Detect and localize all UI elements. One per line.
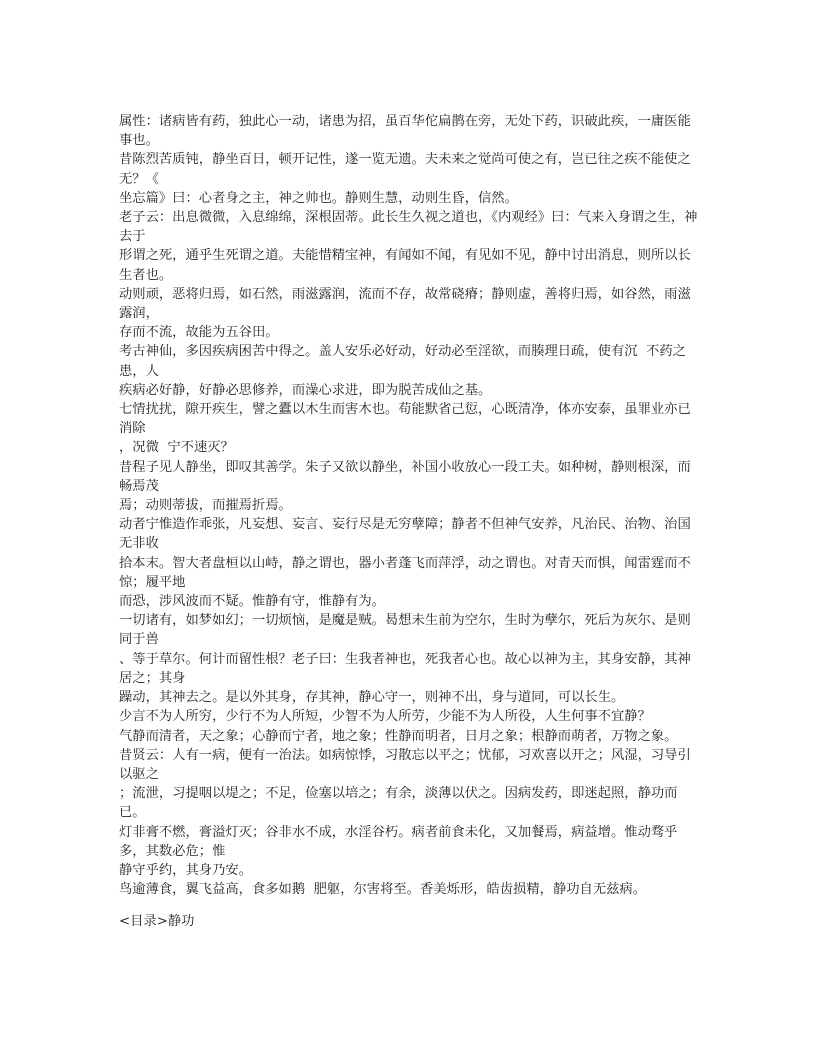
text-line: 昔陈烈苦质钝，静坐百日，顿开记性，遂一览无遗。夫未来之觉尚可使之有，岂已往之疾不能使之无？《 (119, 152, 691, 187)
text-line: 疾病必好静，好静必思修养，而澡心求进，即为脱苦成仙之基。 (119, 382, 492, 398)
text-line: 静守乎约，其身乃安。 (119, 862, 252, 878)
text-line: 鸟逾薄食，翼飞益高，食多如鹅 肥躯，尔害将至。香美烁形，皓齿损精，静功自无兹病。 (119, 882, 647, 898)
text-line: ，况微 宁不速灭？ (119, 440, 234, 456)
text-line: ；流泄，习提咽以堤之；不足，俭塞以培之；有余，淡薄以伏之。因病发药，即迷起照，静功而已。 (119, 786, 678, 821)
text-line: 存而不流，故能为五谷田。 (119, 325, 279, 341)
text-line: 少言不为人所穷，少行不为人所短，少智不为人所劳，少能不为人所役，人生何事不宜静？ (119, 709, 651, 725)
text-line: 形谓之死，通乎生死谓之道。夫能惜精宝神，有闻如不闻，有见如不见，静中讨出消息，则所以长生者也。 (119, 248, 691, 283)
text-line: 属性：诸病皆有药，独此心一动，诸患为招，虽百华佗扁鹊在旁，无处下药，识破此疾，一庸医能事也。 (119, 114, 691, 149)
text-line: 拾本末。智大者盘桓以山峙，静之谓也，器小者蓬飞而萍浮，动之谓也。对青天而惧，闻雷霆而不惊；履平地 (119, 555, 691, 590)
text-line: 老子云：出息微微，入息绵绵，深根固蒂。此长生久视之道也，《内观经》曰：气来入身谓之生，神去于 (119, 210, 698, 245)
text-line: 、等于草尔。何计而留性根？老子曰：生我者神也，死我者心也。故心以神为主，其身安静，其神居之；其身 (119, 651, 691, 686)
text-line: 气静而清者，天之象；心静而宁者，地之象；性静而明者，日月之象；根静而萌者，万物之象。 (119, 728, 678, 744)
text-line: 动者宁惟造作乖张，凡妄想、妄言、妄行尽是无穷孽障；静者不但神气安养，凡治民、治物、治国无非收 (119, 517, 691, 552)
text-line: 灯非膏不燃，膏溢灯灭；谷非水不成，水淫谷朽。病者前食未化，又加餐焉，病益增。惟动骛乎多，其数必危；惟 (119, 824, 678, 859)
table-of-contents-link[interactable]: <目录>静功 (119, 914, 195, 929)
text-line: 昔程子见人静坐，即叹其善学。朱子又欲以静坐，补国小收放心一段工夫。如种树，静则根深，而畅焉茂 (119, 459, 691, 494)
text-line: 躁动，其神去之。是以外其身，存其神，静心守一，则神不出，身与道同，可以长生。 (119, 690, 625, 706)
text-line: 动则顽，恶将归焉，如石然，雨滋露润，流而不存，故常硗瘠；静则虚，善将归焉，如谷然，雨滋露润， (119, 286, 691, 322)
text-line: 焉；动则蒂拔，而摧焉折焉。 (119, 498, 292, 514)
text-line: 一切诸有，如梦如幻；一切烦恼，是魔是贼。曷想未生前为空尔，生时为孽尔，死后为灰尔、是则同于兽 (119, 613, 691, 648)
text-line: 考古神仙，多因疾病困苦中得之。盖人安乐必好动，好动必至淫欲，而腠理日疏，使有沉 不药之患，人 (119, 344, 686, 379)
text-line: 七情扰扰，隙开疾生，譬之蠹以木生而害木也。苟能默省己愆，心既清净，体亦安泰，虽罪业亦已消除 (119, 402, 691, 437)
body-text (119, 112, 701, 899)
text-line: 而恐，涉风波而不疑。惟静有守，惟静有为。 (119, 594, 385, 610)
text-line: 坐忘篇》曰：心者身之主，神之帅也。静则生慧，动则生昏，信然。 (119, 190, 518, 206)
text-line: 昔贤云：人有一病，便有一治法。如病惊悸，习散忘以平之；忧郁，习欢喜以开之；风湿，习导引以驱之 (119, 747, 691, 782)
